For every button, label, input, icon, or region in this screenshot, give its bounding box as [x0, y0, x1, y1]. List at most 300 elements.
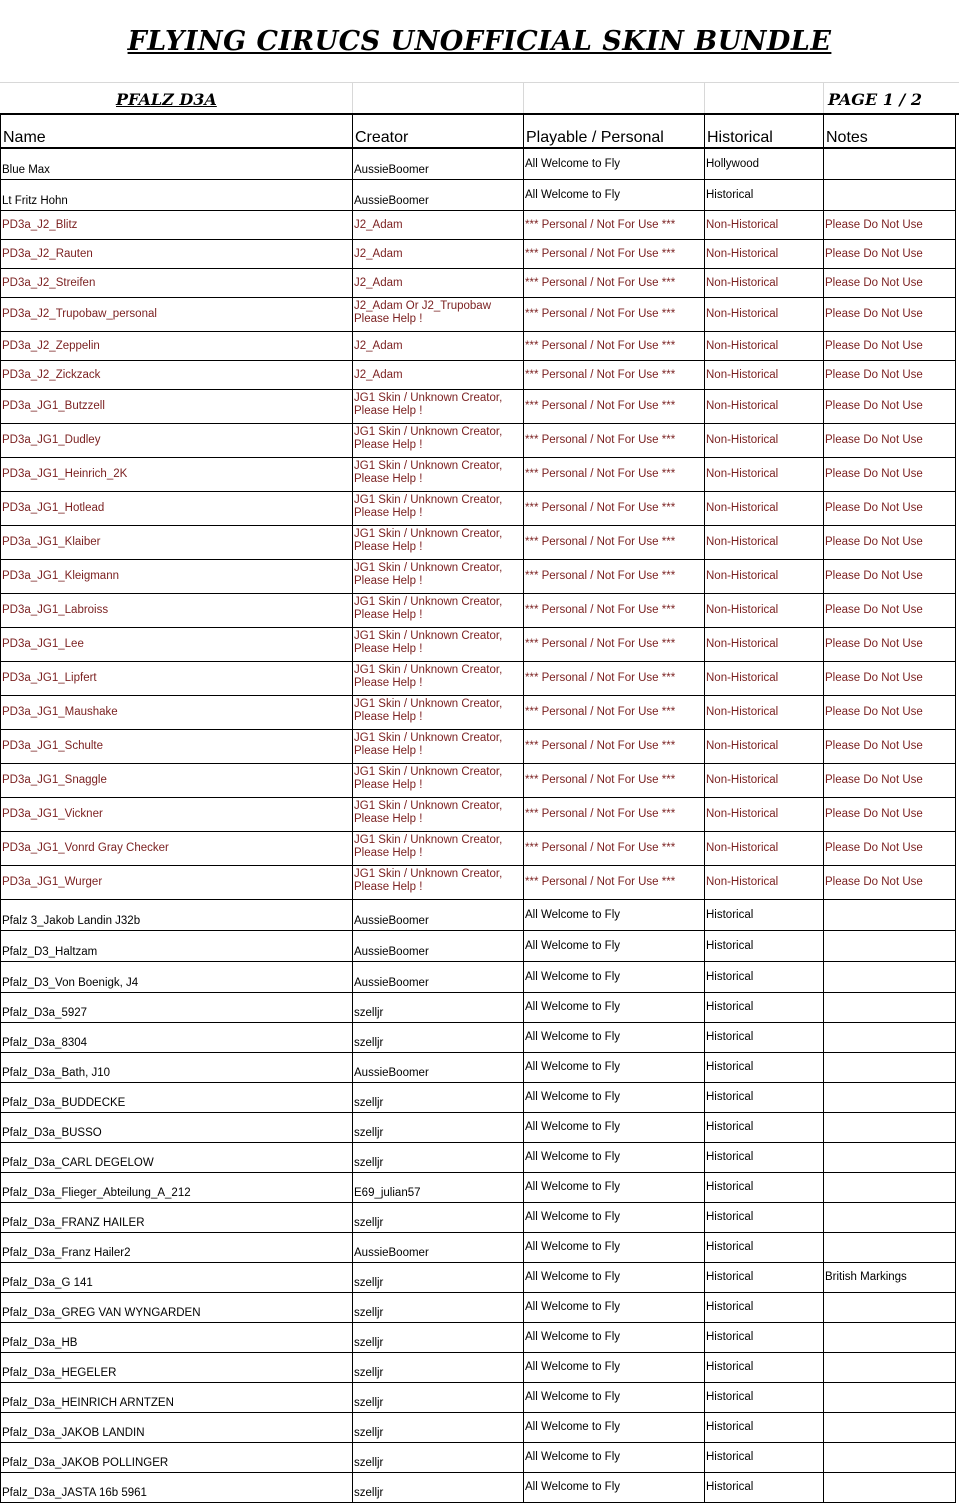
creator-line: Please Help !: [354, 473, 423, 485]
playable-cell: All Welcome to Fly: [524, 1113, 705, 1143]
creator-line: Please Help !: [354, 541, 423, 553]
creator-cell: E69_julian57: [353, 1173, 524, 1203]
creator-cell: AussieBoomer: [353, 1233, 524, 1263]
grid-line: [823, 82, 824, 113]
name-cell: PD3a_JG1_Lipfert: [1, 662, 353, 696]
historical-cell: Historical: [705, 1113, 824, 1143]
creator-cell: [353, 628, 524, 662]
notes-cell: [824, 148, 956, 180]
table-row: [1, 361, 956, 390]
creator-line: JG1 Skin / Unknown Creator,: [354, 426, 503, 438]
historical-cell: Historical: [705, 1023, 824, 1053]
notes-cell: Please Do Not Use: [824, 458, 956, 492]
name-cell: PD3a_JG1_Klaiber: [1, 526, 353, 560]
historical-cell: Historical: [705, 993, 824, 1023]
notes-cell: [824, 1083, 956, 1113]
historical-cell: Non-Historical: [705, 424, 824, 458]
table-row: [1, 298, 956, 332]
creator-line: Please Help !: [354, 881, 423, 893]
notes-cell: Please Do Not Use: [824, 764, 956, 798]
table-row: [1, 1203, 956, 1233]
notes-cell: Please Do Not Use: [824, 628, 956, 662]
playable-cell: *** Personal / Not For Use ***: [524, 458, 705, 492]
grid-line: [523, 82, 524, 113]
playable-cell: *** Personal / Not For Use ***: [524, 594, 705, 628]
notes-cell: Please Do Not Use: [824, 211, 956, 240]
notes-cell: Please Do Not Use: [824, 594, 956, 628]
historical-cell: Non-Historical: [705, 730, 824, 764]
creator-line: Please Help !: [354, 779, 423, 791]
creator-cell: [353, 594, 524, 628]
table-row: [1, 148, 956, 180]
creator-line: Please Help !: [354, 405, 423, 417]
notes-cell: Please Do Not Use: [824, 696, 956, 730]
playable-cell: *** Personal / Not For Use ***: [524, 832, 705, 866]
historical-cell: Historical: [705, 1413, 824, 1443]
name-cell: PD3a_J2_Blitz: [1, 211, 353, 240]
playable-cell: *** Personal / Not For Use ***: [524, 361, 705, 390]
name-cell: Pfalz_D3a_JAKOB POLLINGER: [1, 1443, 353, 1473]
playable-cell: All Welcome to Fly: [524, 931, 705, 962]
historical-cell: Non-Historical: [705, 798, 824, 832]
document-title-bar: [0, 0, 959, 83]
column-header-creator: Creator: [353, 113, 524, 148]
playable-cell: All Welcome to Fly: [524, 1143, 705, 1173]
historical-cell: Historical: [705, 1143, 824, 1173]
name-cell: Pfalz_D3a_JAKOB LANDIN: [1, 1413, 353, 1443]
name-cell: PD3a_J2_Streifen: [1, 269, 353, 298]
playable-cell: All Welcome to Fly: [524, 1203, 705, 1233]
table-row: [1, 628, 956, 662]
playable-cell: All Welcome to Fly: [524, 1053, 705, 1083]
creator-line: Please Help !: [354, 847, 423, 859]
creator-cell: J2_Adam: [353, 211, 524, 240]
historical-cell: Hollywood: [705, 148, 824, 180]
name-cell: Pfalz_D3a_Bath, J10: [1, 1053, 353, 1083]
table-row: [1, 424, 956, 458]
notes-cell: Please Do Not Use: [824, 492, 956, 526]
creator-cell: [353, 798, 524, 832]
name-cell: Pfalz_D3a_GREG VAN WYNGARDEN: [1, 1293, 353, 1323]
notes-cell: [824, 993, 956, 1023]
playable-cell: All Welcome to Fly: [524, 1083, 705, 1113]
creator-line: JG1 Skin / Unknown Creator,: [354, 664, 503, 676]
playable-cell: All Welcome to Fly: [524, 180, 705, 211]
playable-cell: All Welcome to Fly: [524, 1473, 705, 1503]
name-cell: Pfalz_D3a_G 141: [1, 1263, 353, 1293]
playable-cell: All Welcome to Fly: [524, 1323, 705, 1353]
table-row: [1, 1143, 956, 1173]
notes-cell: Please Do Not Use: [824, 361, 956, 390]
creator-cell: szelljr: [353, 1353, 524, 1383]
creator-cell: [353, 458, 524, 492]
playable-cell: *** Personal / Not For Use ***: [524, 526, 705, 560]
playable-cell: *** Personal / Not For Use ***: [524, 866, 705, 900]
table-row: [1, 1083, 956, 1113]
table-row: [1, 390, 956, 424]
name-cell: PD3a_JG1_Lee: [1, 628, 353, 662]
creator-line: JG1 Skin / Unknown Creator,: [354, 834, 503, 846]
notes-cell: Please Do Not Use: [824, 298, 956, 332]
creator-line: JG1 Skin / Unknown Creator,: [354, 562, 503, 574]
historical-cell: Non-Historical: [705, 866, 824, 900]
historical-cell: Non-Historical: [705, 390, 824, 424]
historical-cell: Historical: [705, 1053, 824, 1083]
creator-cell: szelljr: [353, 1413, 524, 1443]
creator-cell: szelljr: [353, 1113, 524, 1143]
creator-line: Please Help !: [354, 313, 423, 325]
creator-cell: [353, 866, 524, 900]
notes-cell: [824, 1113, 956, 1143]
notes-cell: [824, 1143, 956, 1173]
table-header-row: [1, 113, 956, 148]
playable-cell: All Welcome to Fly: [524, 1173, 705, 1203]
table-row: [1, 1413, 956, 1443]
name-cell: PD3a_JG1_Schulte: [1, 730, 353, 764]
name-cell: Pfalz_D3a_JASTA 16b 5961: [1, 1473, 353, 1503]
historical-cell: Historical: [705, 1473, 824, 1503]
creator-cell: J2_Adam: [353, 269, 524, 298]
notes-cell: [824, 1053, 956, 1083]
notes-cell: [824, 900, 956, 931]
playable-cell: All Welcome to Fly: [524, 1293, 705, 1323]
grid-line: [704, 82, 705, 113]
notes-cell: Please Do Not Use: [824, 526, 956, 560]
table-row: [1, 1233, 956, 1263]
table-row: [1, 866, 956, 900]
notes-cell: [824, 1023, 956, 1053]
historical-cell: Historical: [705, 1203, 824, 1233]
creator-cell: AussieBoomer: [353, 180, 524, 211]
notes-cell: [824, 931, 956, 962]
playable-cell: *** Personal / Not For Use ***: [524, 390, 705, 424]
table-row: [1, 332, 956, 361]
name-cell: PD3a_JG1_Snaggle: [1, 764, 353, 798]
notes-cell: [824, 962, 956, 993]
historical-cell: Non-Historical: [705, 662, 824, 696]
playable-cell: All Welcome to Fly: [524, 993, 705, 1023]
playable-cell: All Welcome to Fly: [524, 1233, 705, 1263]
table-row: [1, 832, 956, 866]
creator-cell: szelljr: [353, 1383, 524, 1413]
creator-cell: szelljr: [353, 1023, 524, 1053]
creator-line: JG1 Skin / Unknown Creator,: [354, 698, 503, 710]
notes-cell: Please Do Not Use: [824, 798, 956, 832]
historical-cell: Non-Historical: [705, 696, 824, 730]
creator-cell: [353, 832, 524, 866]
name-cell: PD3a_JG1_Hotlead: [1, 492, 353, 526]
column-header-historical: Historical: [705, 113, 824, 148]
table-row: [1, 1353, 956, 1383]
table-row: [1, 269, 956, 298]
creator-cell: [353, 730, 524, 764]
creator-line: Please Help !: [354, 745, 423, 757]
playable-cell: *** Personal / Not For Use ***: [524, 798, 705, 832]
name-cell: Pfalz_D3_Haltzam: [1, 931, 353, 962]
creator-cell: [353, 390, 524, 424]
creator-cell: [353, 696, 524, 730]
creator-line: JG1 Skin / Unknown Creator,: [354, 868, 503, 880]
name-cell: Pfalz 3_Jakob Landin J32b: [1, 900, 353, 931]
playable-cell: *** Personal / Not For Use ***: [524, 764, 705, 798]
document-title: FLYING CIRUCS UNOFFICIAL SKIN BUNDLE: [127, 26, 832, 57]
column-header-name: Name: [1, 113, 353, 148]
table-row: [1, 1113, 956, 1143]
creator-cell: [353, 662, 524, 696]
notes-cell: Please Do Not Use: [824, 560, 956, 594]
name-cell: PD3a_JG1_Maushake: [1, 696, 353, 730]
creator-cell: [353, 560, 524, 594]
historical-cell: Historical: [705, 1083, 824, 1113]
historical-cell: Historical: [705, 180, 824, 211]
creator-line: JG1 Skin / Unknown Creator,: [354, 392, 503, 404]
creator-cell: szelljr: [353, 1143, 524, 1173]
historical-cell: Non-Historical: [705, 211, 824, 240]
notes-cell: Please Do Not Use: [824, 662, 956, 696]
creator-cell: szelljr: [353, 1473, 524, 1503]
creator-cell: szelljr: [353, 1443, 524, 1473]
creator-line: J2_Adam Or J2_Trupobaw: [354, 300, 492, 312]
creator-cell: szelljr: [353, 1263, 524, 1293]
creator-cell: AussieBoomer: [353, 148, 524, 180]
historical-cell: Non-Historical: [705, 628, 824, 662]
creator-line: Please Help !: [354, 507, 423, 519]
historical-cell: Historical: [705, 931, 824, 962]
name-cell: PD3a_JG1_Wurger: [1, 866, 353, 900]
creator-cell: szelljr: [353, 993, 524, 1023]
name-cell: Pfalz_D3a_Flieger_Abteilung_A_212: [1, 1173, 353, 1203]
notes-cell: Please Do Not Use: [824, 866, 956, 900]
notes-cell: Please Do Not Use: [824, 390, 956, 424]
table-row: [1, 240, 956, 269]
historical-cell: Non-Historical: [705, 361, 824, 390]
name-cell: Pfalz_D3a_FRANZ HAILER: [1, 1203, 353, 1233]
notes-cell: [824, 1293, 956, 1323]
creator-line: JG1 Skin / Unknown Creator,: [354, 766, 503, 778]
historical-cell: Historical: [705, 1383, 824, 1413]
historical-cell: Non-Historical: [705, 832, 824, 866]
table-row: [1, 764, 956, 798]
playable-cell: *** Personal / Not For Use ***: [524, 730, 705, 764]
notes-cell: Please Do Not Use: [824, 730, 956, 764]
historical-cell: Non-Historical: [705, 560, 824, 594]
table-row: [1, 993, 956, 1023]
creator-cell: J2_Adam: [353, 361, 524, 390]
playable-cell: All Welcome to Fly: [524, 1443, 705, 1473]
historical-cell: Historical: [705, 962, 824, 993]
playable-cell: *** Personal / Not For Use ***: [524, 424, 705, 458]
name-cell: Pfalz_D3a_BUDDECKE: [1, 1083, 353, 1113]
name-cell: Pfalz_D3a_5927: [1, 993, 353, 1023]
notes-cell: Please Do Not Use: [824, 240, 956, 269]
table-body: [1, 148, 956, 1503]
playable-cell: *** Personal / Not For Use ***: [524, 298, 705, 332]
name-cell: Lt Fritz Hohn: [1, 180, 353, 211]
name-cell: PD3a_JG1_Labroiss: [1, 594, 353, 628]
playable-cell: All Welcome to Fly: [524, 148, 705, 180]
table-row: [1, 211, 956, 240]
table-row: [1, 1173, 956, 1203]
table-row: [1, 730, 956, 764]
table-row: [1, 560, 956, 594]
creator-cell: szelljr: [353, 1083, 524, 1113]
column-header-notes: Notes: [824, 113, 956, 148]
notes-cell: Please Do Not Use: [824, 424, 956, 458]
table-row: [1, 1323, 956, 1353]
name-cell: Blue Max: [1, 148, 353, 180]
creator-line: JG1 Skin / Unknown Creator,: [354, 630, 503, 642]
name-cell: PD3a_J2_Zeppelin: [1, 332, 353, 361]
notes-cell: British Markings: [824, 1263, 956, 1293]
table-row: [1, 900, 956, 931]
playable-cell: *** Personal / Not For Use ***: [524, 560, 705, 594]
creator-cell: AussieBoomer: [353, 962, 524, 993]
notes-cell: [824, 1383, 956, 1413]
creator-line: Please Help !: [354, 643, 423, 655]
name-cell: PD3a_JG1_Butzzell: [1, 390, 353, 424]
sheet-name: PFALZ D3A: [116, 90, 217, 109]
name-cell: Pfalz_D3a_CARL DEGELOW: [1, 1143, 353, 1173]
playable-cell: *** Personal / Not For Use ***: [524, 211, 705, 240]
playable-cell: *** Personal / Not For Use ***: [524, 662, 705, 696]
name-cell: PD3a_JG1_Vickner: [1, 798, 353, 832]
playable-cell: *** Personal / Not For Use ***: [524, 696, 705, 730]
notes-cell: [824, 1173, 956, 1203]
notes-cell: [824, 1443, 956, 1473]
notes-cell: [824, 1233, 956, 1263]
creator-line: JG1 Skin / Unknown Creator,: [354, 800, 503, 812]
creator-cell: [353, 492, 524, 526]
creator-line: Please Help !: [354, 439, 423, 451]
creator-cell: szelljr: [353, 1203, 524, 1233]
historical-cell: Historical: [705, 1353, 824, 1383]
playable-cell: *** Personal / Not For Use ***: [524, 332, 705, 361]
playable-cell: All Welcome to Fly: [524, 1263, 705, 1293]
playable-cell: All Welcome to Fly: [524, 1413, 705, 1443]
notes-cell: [824, 1203, 956, 1233]
creator-cell: AussieBoomer: [353, 1053, 524, 1083]
historical-cell: Historical: [705, 1323, 824, 1353]
creator-cell: AussieBoomer: [353, 900, 524, 931]
column-header-playable: Playable / Personal: [524, 113, 705, 148]
name-cell: Pfalz_D3a_HEINRICH ARNTZEN: [1, 1383, 353, 1413]
creator-line: JG1 Skin / Unknown Creator,: [354, 596, 503, 608]
name-cell: Pfalz_D3a_BUSSO: [1, 1113, 353, 1143]
name-cell: PD3a_J2_Rauten: [1, 240, 353, 269]
name-cell: PD3a_JG1_Kleigmann: [1, 560, 353, 594]
historical-cell: Historical: [705, 1233, 824, 1263]
creator-line: Please Help !: [354, 575, 423, 587]
table-row: [1, 696, 956, 730]
creator-line: JG1 Skin / Unknown Creator,: [354, 494, 503, 506]
skin-table: [0, 113, 956, 1503]
playable-cell: *** Personal / Not For Use ***: [524, 269, 705, 298]
creator-cell: [353, 764, 524, 798]
notes-cell: Please Do Not Use: [824, 832, 956, 866]
name-cell: PD3a_JG1_Dudley: [1, 424, 353, 458]
table-row: [1, 492, 956, 526]
name-cell: Pfalz_D3a_HEGELER: [1, 1353, 353, 1383]
playable-cell: *** Personal / Not For Use ***: [524, 492, 705, 526]
table-row: [1, 962, 956, 993]
creator-cell: [353, 424, 524, 458]
playable-cell: All Welcome to Fly: [524, 962, 705, 993]
notes-cell: [824, 1323, 956, 1353]
table-row: [1, 1443, 956, 1473]
table-row: [1, 1383, 956, 1413]
table-row: [1, 1293, 956, 1323]
name-cell: PD3a_JG1_Vonrd Gray Checker: [1, 832, 353, 866]
name-cell: Pfalz_D3a_8304: [1, 1023, 353, 1053]
sheet-header-row: [0, 82, 959, 115]
historical-cell: Non-Historical: [705, 492, 824, 526]
name-cell: Pfalz_D3a_Franz Hailer2: [1, 1233, 353, 1263]
name-cell: PD3a_JG1_Heinrich_2K: [1, 458, 353, 492]
historical-cell: Historical: [705, 1293, 824, 1323]
table-row: [1, 594, 956, 628]
creator-line: Please Help !: [354, 677, 423, 689]
table-row: [1, 931, 956, 962]
creator-line: JG1 Skin / Unknown Creator,: [354, 528, 503, 540]
historical-cell: Historical: [705, 1263, 824, 1293]
historical-cell: Non-Historical: [705, 458, 824, 492]
creator-cell: AussieBoomer: [353, 931, 524, 962]
historical-cell: Non-Historical: [705, 526, 824, 560]
playable-cell: All Welcome to Fly: [524, 900, 705, 931]
notes-cell: [824, 180, 956, 211]
notes-cell: [824, 1473, 956, 1503]
creator-line: Please Help !: [354, 813, 423, 825]
table-row: [1, 180, 956, 211]
creator-cell: szelljr: [353, 1293, 524, 1323]
playable-cell: All Welcome to Fly: [524, 1353, 705, 1383]
historical-cell: Non-Historical: [705, 240, 824, 269]
historical-cell: Non-Historical: [705, 332, 824, 361]
name-cell: PD3a_J2_Trupobaw_personal: [1, 298, 353, 332]
creator-line: JG1 Skin / Unknown Creator,: [354, 732, 503, 744]
table-row: [1, 1263, 956, 1293]
historical-cell: Non-Historical: [705, 298, 824, 332]
table-row: [1, 1023, 956, 1053]
playable-cell: *** Personal / Not For Use ***: [524, 240, 705, 269]
table-row: [1, 662, 956, 696]
table-row: [1, 798, 956, 832]
creator-cell: J2_Adam: [353, 332, 524, 361]
notes-cell: Please Do Not Use: [824, 332, 956, 361]
notes-cell: Please Do Not Use: [824, 269, 956, 298]
creator-line: Please Help !: [354, 711, 423, 723]
creator-line: Please Help !: [354, 609, 423, 621]
historical-cell: Non-Historical: [705, 594, 824, 628]
historical-cell: Historical: [705, 1443, 824, 1473]
creator-cell: J2_Adam: [353, 240, 524, 269]
historical-cell: Non-Historical: [705, 764, 824, 798]
creator-cell: [353, 526, 524, 560]
page-number: PAGE 1 / 2: [828, 90, 922, 109]
table-row: [1, 526, 956, 560]
name-cell: Pfalz_D3_Von Boenigk, J4: [1, 962, 353, 993]
playable-cell: All Welcome to Fly: [524, 1023, 705, 1053]
playable-cell: *** Personal / Not For Use ***: [524, 628, 705, 662]
name-cell: Pfalz_D3a_HB: [1, 1323, 353, 1353]
table-row: [1, 458, 956, 492]
table-row: [1, 1053, 956, 1083]
name-cell: PD3a_J2_Zickzack: [1, 361, 353, 390]
historical-cell: Historical: [705, 1173, 824, 1203]
grid-line: [352, 82, 353, 113]
creator-cell: szelljr: [353, 1323, 524, 1353]
creator-line: JG1 Skin / Unknown Creator,: [354, 460, 503, 472]
